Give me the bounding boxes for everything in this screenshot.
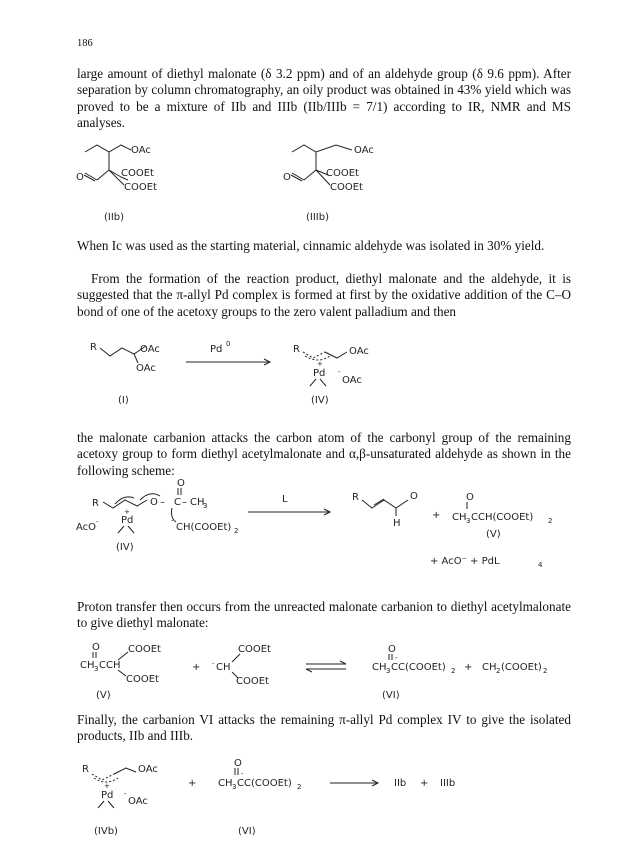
iv-r: R <box>293 344 300 355</box>
malonate-carbanion <box>192 644 271 687</box>
ivb-oac-1: OAc <box>138 764 158 775</box>
methyl: CH <box>190 497 205 508</box>
v-rest-sub: 2 <box>548 517 553 525</box>
iiib-oac: OAc <box>354 145 374 156</box>
methyl-sub: 3 <box>203 502 208 510</box>
iib-oac: OAc <box>131 145 151 156</box>
s4-cooet-2: COOEt <box>126 674 159 685</box>
acetate-minus: - <box>96 518 99 526</box>
s3-r: R <box>92 498 99 509</box>
vi-rest: CC(COOEt) <box>391 662 446 673</box>
scheme-carbanion-attack <box>0 478 624 588</box>
reagent-pd0: Pd <box>210 344 223 355</box>
structure-iv <box>293 344 369 406</box>
s3-pd: Pd <box>121 515 134 526</box>
s4-cooet-3: COOEt <box>238 644 271 655</box>
malonate-rest-sub: 2 <box>543 667 548 675</box>
structure-iv-malonate <box>76 478 238 553</box>
reactant-v <box>80 642 161 701</box>
iiib-cooet-2: COOEt <box>330 182 363 193</box>
product-vi <box>372 644 547 701</box>
final-products <box>394 778 455 789</box>
malonate-rest: (COOEt) <box>501 662 542 673</box>
s4-cch: CCH <box>99 660 121 671</box>
v-o: O <box>466 492 474 503</box>
label-iv: (IV) <box>311 395 329 406</box>
malonate-anion: CH(COOEt) <box>176 522 232 533</box>
s5-rest: CC(COOEt) <box>237 778 292 789</box>
paragraph-1: large amount of diethyl malonate (δ 3.2 ppm) and of an aldehyde group (δ 9.6 ppm). After separation by column chromatography, an oily product was obtained in 43% yield which was proved to be a mixture of IIb and IIIb (IIb/IIIb = 7/1) according to IR, NMR and MS analyses. <box>77 66 571 131</box>
ester-dash: – <box>160 497 165 508</box>
ivb-minus: - <box>124 790 127 798</box>
final-plus: + <box>420 778 429 789</box>
iib-cooet-2: COOEt <box>124 182 157 193</box>
reaction-arrow-1 <box>186 340 270 365</box>
v-ch3: CH <box>452 512 467 523</box>
malonate-anion-sub: 2 <box>234 527 239 535</box>
label-iv-2: (IV) <box>116 542 134 553</box>
paragraph-4: the malonate carbanion attacks the carbon atom of the carbonyl group of the remaining acetoxy group to form diethyl acetylmalonate and α,β-unsaturated aldehyde as shown in the following scheme: <box>77 430 571 478</box>
page-number: 186 <box>77 38 93 49</box>
iib-cooet-1: COOEt <box>121 168 154 179</box>
s5-minus: - <box>241 770 244 778</box>
reaction-arrow-3 <box>330 780 378 786</box>
ivb-r: R <box>82 764 89 775</box>
paragraph-3: From the formation of the reaction product, diethyl malonate and the aldehyde, it is suggested that the π-allyl Pd complex is formed at first by the oxidative addition of the C–O bond of one of the acetoxy groups to the zero valent palladium and then <box>77 271 571 319</box>
reagent-vi <box>188 758 301 837</box>
malonate-ch2-sub: 2 <box>496 667 501 675</box>
label-vi-2: (VI) <box>238 826 256 837</box>
iiib-oxygen: O <box>283 172 291 183</box>
s5-rest-sub: 2 <box>297 783 302 791</box>
iib-oxygen: O <box>76 172 84 183</box>
vi-ch3: CH <box>372 662 387 673</box>
ald-r: R <box>352 492 359 503</box>
scheme-proton-transfer <box>0 638 624 708</box>
s4-cooet-4: COOEt <box>236 676 269 687</box>
methyl-dash: – <box>182 497 187 508</box>
structure-ivb <box>82 764 158 837</box>
s4-ch-minus: - <box>212 660 215 668</box>
structure-iib <box>76 145 157 223</box>
iv-plus: + <box>317 360 323 368</box>
final-iiib: IIIb <box>440 778 456 789</box>
ald-h: H <box>393 518 401 529</box>
structure-aldehyde <box>352 491 418 529</box>
s5-ch3-sub: 3 <box>232 783 237 791</box>
scheme-oxidative-addition <box>0 330 624 420</box>
carbonyl-oxygen: O <box>177 478 185 489</box>
scheme-final-attack <box>0 752 624 842</box>
label-ivb: (IVb) <box>94 826 118 837</box>
iv-oac-2: OAc <box>342 375 362 386</box>
structure-i <box>90 342 160 406</box>
label-v: (V) <box>486 529 501 540</box>
s5-plus: + <box>188 778 197 789</box>
label-vi: (VI) <box>382 690 400 701</box>
s4-ch: CH <box>216 662 231 673</box>
reagent-pd0-sup: 0 <box>226 340 231 348</box>
i-oac-2: OAc <box>136 363 156 374</box>
paragraph-6: Finally, the carbanion VI attacks the remaining π-allyl Pd complex IV to give the isolated products, IIb and IIIb. <box>77 712 571 744</box>
scheme-iib-iiib <box>0 130 624 230</box>
s4-plus-1: + <box>192 662 201 673</box>
malonate-ch2: CH <box>482 662 497 673</box>
s4-cooet-1: COOEt <box>128 644 161 655</box>
s5-ch3: CH <box>218 778 233 789</box>
label-iiib: (IIIb) <box>306 212 329 223</box>
s5-o: O <box>234 758 242 769</box>
carbonyl-carbon: C <box>174 497 181 508</box>
s3-plus-2: + <box>432 510 441 521</box>
iv-pd: Pd <box>313 368 326 379</box>
v-ch3-sub: 3 <box>466 517 471 525</box>
malonate-anion-minus: - <box>171 517 174 525</box>
i-r: R <box>90 342 97 353</box>
label-v-2: (V) <box>96 690 111 701</box>
s4-ch3: CH <box>80 660 95 671</box>
acetate: AcO <box>76 522 97 533</box>
byproducts-sub: 4 <box>538 561 543 569</box>
s3-plus: + <box>124 508 130 516</box>
s4-o-2: O <box>388 644 396 655</box>
vi-minus: - <box>395 654 398 662</box>
byproducts <box>430 556 543 569</box>
byproducts-text: + AcO⁻ + PdL <box>430 556 500 567</box>
s4-plus-2: + <box>464 662 473 673</box>
paragraph-5: Proton transfer then occurs from the unreacted malonate carbanion to diethyl acetylmalonate to give diethyl malonate: <box>77 599 571 631</box>
ligand-l: L <box>282 494 288 505</box>
product-v <box>432 492 552 540</box>
label-i: (I) <box>118 395 129 406</box>
equilibrium-arrows <box>306 661 346 672</box>
ivb-pd: Pd <box>101 790 114 801</box>
ivb-oac-2: OAc <box>128 796 148 807</box>
paragraph-2: When Ic was used as the starting material, cinnamic aldehyde was isolated in 30% yield. <box>77 238 545 253</box>
ivb-plus: + <box>104 782 110 790</box>
vi-rest-sub: 2 <box>451 667 456 675</box>
vi-ch3-sub: 3 <box>386 667 391 675</box>
reaction-arrow-2 <box>248 494 330 515</box>
iv-minus: - <box>338 368 341 376</box>
v-rest: CCH(COOEt) <box>471 512 534 523</box>
i-oac-1: OAc <box>140 344 160 355</box>
ald-o: O <box>410 491 418 502</box>
structure-iiib <box>283 145 374 223</box>
s4-o-1: O <box>92 642 100 653</box>
iiib-cooet-1: COOEt <box>326 168 359 179</box>
label-iib: (IIb) <box>104 212 125 223</box>
ester-oxygen: O <box>150 497 158 508</box>
iv-oac-1: OAc <box>349 346 369 357</box>
final-iib: IIb <box>394 778 407 789</box>
s4-ch3-sub: 3 <box>94 665 99 673</box>
